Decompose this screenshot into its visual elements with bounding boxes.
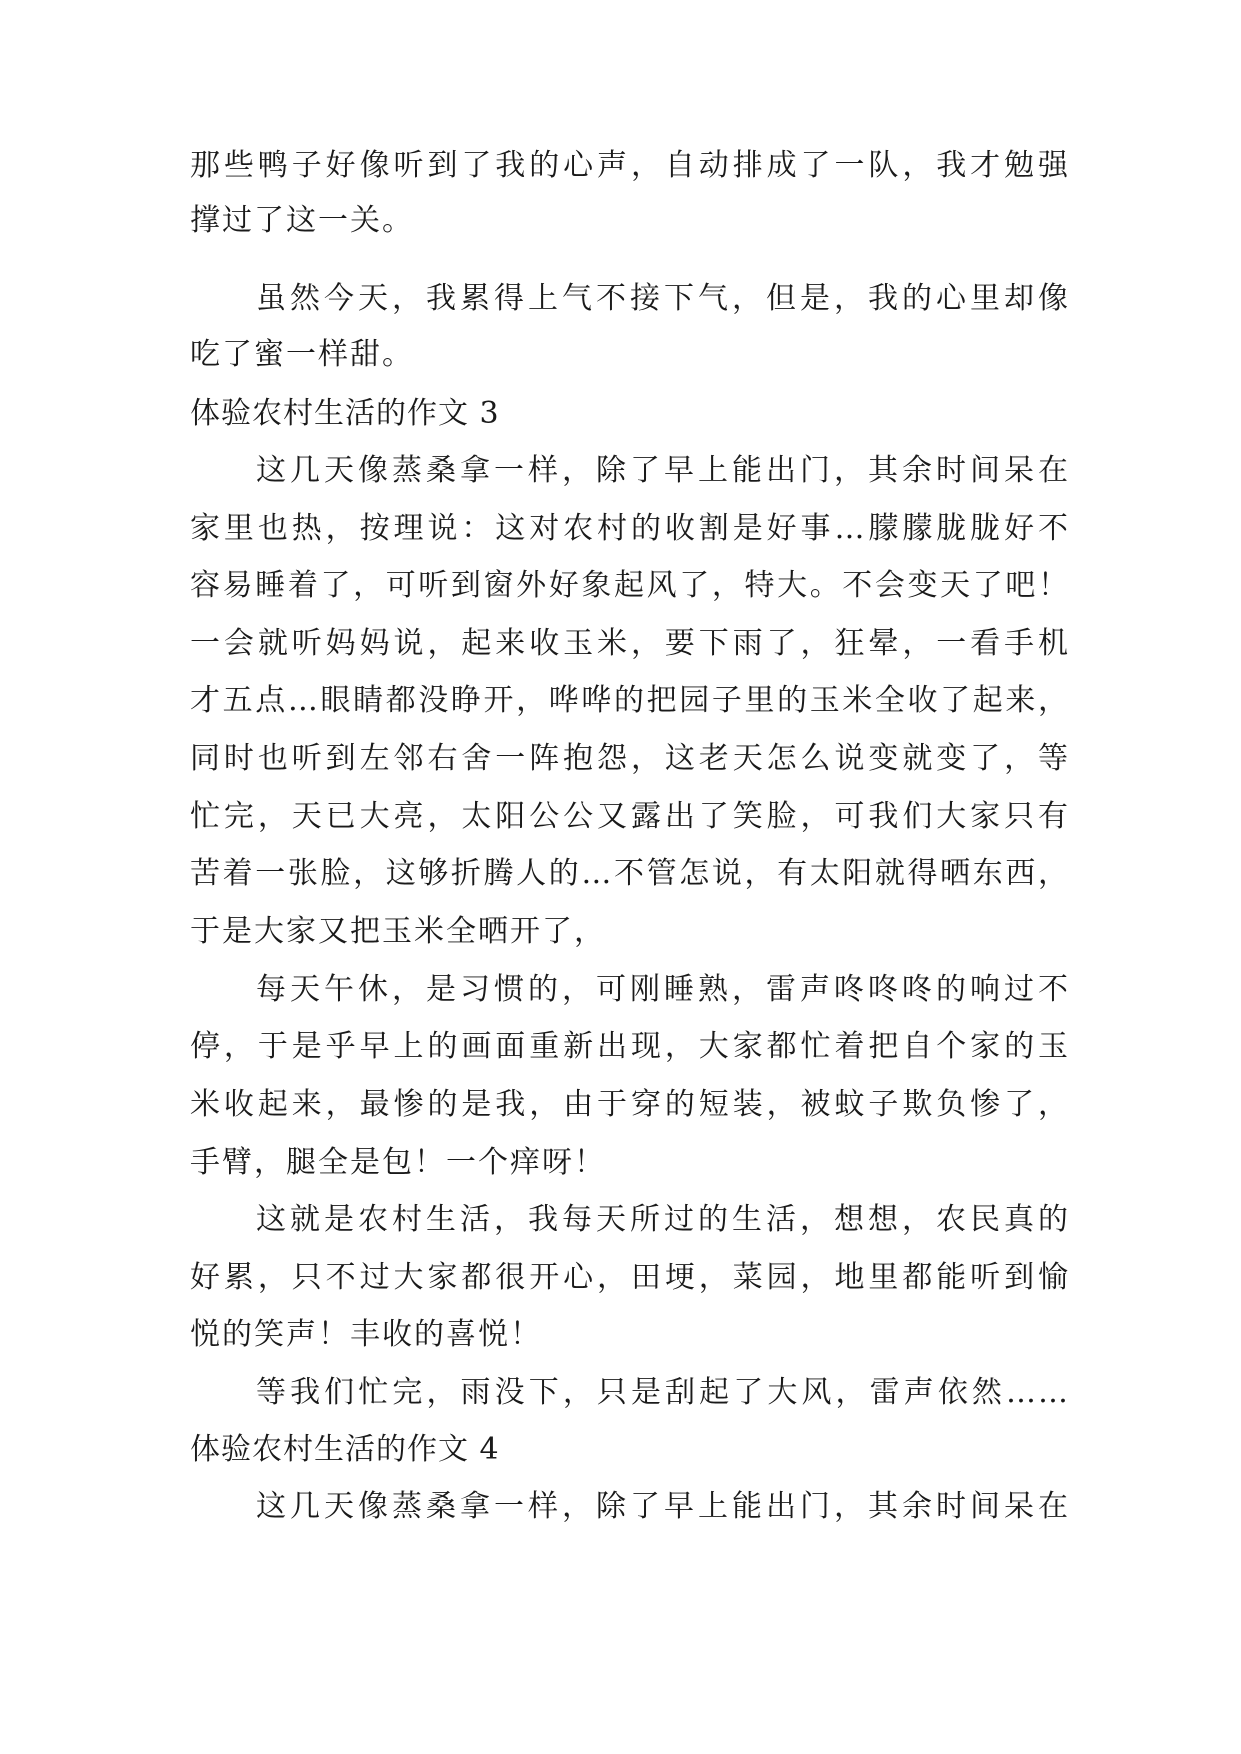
text-line: 忙完，天已大亮，太阳公公又露出了笑脸，可我们大家只有 — [190, 799, 1070, 834]
paragraph-first-line: 每天午休，是习惯的，可刚睡熟，雷声咚咚咚的响过不 — [256, 972, 1070, 1007]
text-line: 那些鸭子好像听到了我的心声，自动排成了一队，我才勉强 — [190, 148, 1070, 183]
section-heading: 体验农村生活的作文 4 — [190, 1432, 500, 1467]
text-line: 苦着一张脸，这够折腾人的…不管怎说，有太阳就得晒东西， — [190, 856, 1070, 891]
text-line: 同时也听到左邻右舍一阵抱怨，这老天怎么说变就变了，等 — [190, 741, 1070, 776]
text-line: 撑过了这一关。 — [190, 203, 414, 238]
text-line: 吃了蜜一样甜。 — [190, 337, 414, 372]
paragraph-first-line: 这几天像蒸桑拿一样，除了早上能出门，其余时间呆在 — [256, 1489, 1070, 1524]
text-line: 米收起来，最惨的是我，由于穿的短装，被蚊子欺负惨了， — [190, 1087, 1070, 1122]
text-line: 手臂，腿全是包！一个痒呀！ — [190, 1145, 606, 1180]
paragraph-first-line: 这几天像蒸桑拿一样，除了早上能出门，其余时间呆在 — [256, 453, 1070, 488]
text-line: 停，于是乎早上的画面重新出现，大家都忙着把自个家的玉 — [190, 1029, 1070, 1064]
paragraph-first-line: 虽然今天，我累得上气不接下气，但是，我的心里却像 — [256, 281, 1070, 316]
text-line: 一会就听妈妈说，起来收玉米，要下雨了，狂晕，一看手机 — [190, 626, 1070, 661]
text-line: 于是大家又把玉米全晒开了， — [190, 914, 606, 949]
text-line: 容易睡着了，可听到窗外好象起风了，特大。不会变天了吧！ — [190, 568, 1070, 603]
text-line: 才五点…眼睛都没睁开，哗哗的把园子里的玉米全收了起来， — [190, 683, 1070, 718]
section-heading: 体验农村生活的作文 3 — [190, 396, 500, 431]
text-line: 好累，只不过大家都很开心，田埂，菜园，地里都能听到愉 — [190, 1260, 1070, 1295]
paragraph-first-line: 这就是农村生活，我每天所过的生活，想想，农民真的 — [256, 1202, 1070, 1237]
text-line: 家里也热，按理说：这对农村的收割是好事…朦朦胧胧好不 — [190, 511, 1070, 546]
paragraph-first-line: 等我们忙完，雨没下，只是刮起了大风，雷声依然…… — [256, 1375, 1070, 1410]
text-line: 悦的笑声！丰收的喜悦！ — [190, 1317, 542, 1352]
